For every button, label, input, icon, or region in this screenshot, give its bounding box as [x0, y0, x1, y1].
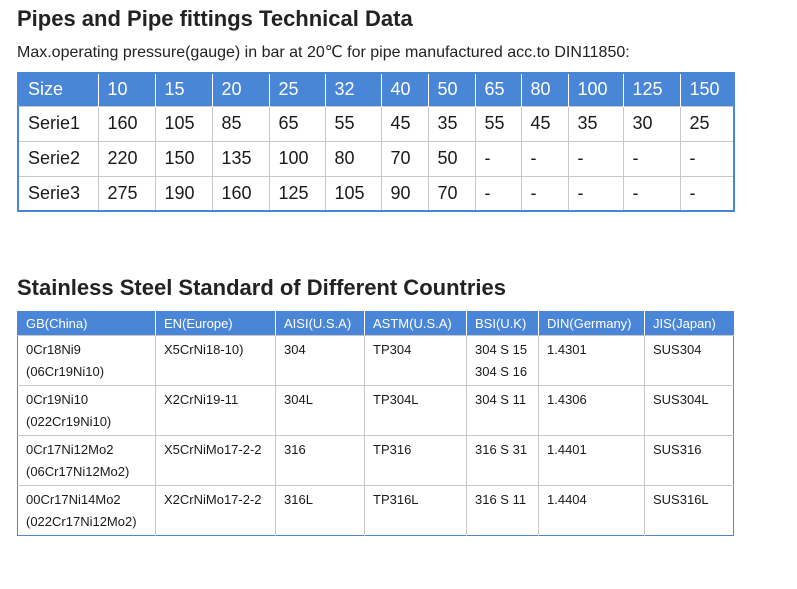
table-cell — [276, 436, 365, 486]
header-astm-usa: ASTM(U.S.A) — [365, 312, 467, 336]
table-cell — [365, 436, 467, 486]
table-cell: - — [475, 176, 521, 211]
cell-line: 1.4306 — [547, 392, 587, 407]
cell-line: X2CrNiMo17-2-2 — [164, 492, 262, 507]
table-cell — [365, 486, 467, 536]
cell-line: SUS316L — [653, 492, 709, 507]
cell-line: 304 S 11 — [475, 392, 527, 407]
table-cell: 220 — [98, 141, 155, 176]
table-cell: 105 — [325, 176, 381, 211]
table-cell — [276, 486, 365, 536]
header-cell: 100 — [568, 73, 623, 106]
cell-line: 00Cr17Ni14Mo2 — [26, 492, 121, 507]
header-cell: 10 — [98, 73, 155, 106]
header-gb-china: GB(China) — [18, 312, 156, 336]
cell-line: 304 — [284, 342, 306, 357]
header-jis-japan: JIS(Japan) — [645, 312, 734, 336]
table-row — [18, 336, 734, 386]
cell-line: SUS304L — [653, 392, 709, 407]
table-row — [18, 106, 734, 141]
table-cell: 80 — [325, 141, 381, 176]
table-cell: 35 — [428, 106, 475, 141]
cell-line: TP316 — [373, 442, 412, 457]
cell-line: 304 S 16 — [475, 364, 528, 379]
table-row — [18, 436, 734, 486]
table-cell — [539, 436, 645, 486]
table-cell — [156, 486, 276, 536]
section-title: Stainless Steel Standard of Different Countries — [17, 275, 506, 300]
table-cell — [467, 386, 539, 436]
table-cell: 70 — [381, 141, 428, 176]
cell-line: TP304 — [373, 342, 412, 357]
table-cell: - — [680, 141, 734, 176]
header-din-germany: DIN(Germany) — [539, 312, 645, 336]
cell-line: TP316L — [373, 492, 419, 507]
cell-line: 1.4301 — [547, 342, 587, 357]
cell-line: X5CrNi18-10) — [164, 342, 244, 357]
header-cell: 150 — [680, 73, 734, 106]
table-cell: - — [568, 176, 623, 211]
row-label: Serie2 — [18, 141, 98, 176]
table-cell — [156, 386, 276, 436]
table-cell — [645, 486, 734, 536]
table-cell — [539, 336, 645, 386]
header-cell: 125 — [623, 73, 680, 106]
cell-line: TP304L — [373, 392, 419, 407]
table-cell: 135 — [212, 141, 269, 176]
table-cell — [365, 336, 467, 386]
row-label: Serie1 — [18, 106, 98, 141]
cell-line: (022Cr19Ni10) — [26, 414, 112, 429]
cell-line: 304L — [284, 392, 313, 407]
pressure-header-row — [18, 73, 734, 106]
table-cell: - — [521, 141, 568, 176]
cell-line: 316 S 31 — [475, 442, 528, 457]
table-cell — [276, 336, 365, 386]
cell-line: 1.4404 — [547, 492, 587, 507]
table-cell: - — [521, 176, 568, 211]
table-cell: - — [623, 176, 680, 211]
table-cell: 65 — [269, 106, 325, 141]
cell-line: 316 S 11 — [475, 492, 527, 507]
cell-line: 316L — [284, 492, 313, 507]
table-cell — [365, 386, 467, 436]
cell-line: SUS316 — [653, 442, 702, 457]
table-cell — [645, 386, 734, 436]
header-cell: 50 — [428, 73, 475, 106]
table-cell — [539, 386, 645, 436]
row-label: Serie3 — [18, 176, 98, 211]
cell-line: (06Cr19Ni10) — [26, 364, 105, 379]
table-cell: 85 — [212, 106, 269, 141]
table-cell: - — [623, 141, 680, 176]
table-cell — [467, 486, 539, 536]
standards-header-row — [18, 312, 734, 336]
cell-line: (06Cr17Ni12Mo2) — [26, 464, 130, 479]
cell-line: X2CrNi19-11 — [164, 392, 239, 407]
header-cell: 32 — [325, 73, 381, 106]
table-cell: 125 — [269, 176, 325, 211]
table-cell: 25 — [680, 106, 734, 141]
table-cell: 90 — [381, 176, 428, 211]
cell-line: 0Cr17Ni12Mo2 — [26, 442, 114, 457]
table-cell: 30 — [623, 106, 680, 141]
table-cell: - — [475, 141, 521, 176]
cell-line: 1.4401 — [547, 442, 587, 457]
cell-line: 0Cr19Ni10 — [26, 392, 89, 407]
header-en-europe: EN(Europe) — [156, 312, 276, 336]
page-title: Pipes and Pipe fittings Technical Data — [17, 6, 413, 31]
table-cell: 150 — [155, 141, 212, 176]
header-cell: 40 — [381, 73, 428, 106]
table-cell: 275 — [98, 176, 155, 211]
table-row — [18, 386, 734, 436]
cell-line: 316 — [284, 442, 306, 457]
header-cell: 25 — [269, 73, 325, 106]
table-cell — [645, 436, 734, 486]
table-cell — [18, 436, 156, 486]
table-row — [18, 141, 734, 176]
table-row — [18, 486, 734, 536]
table-cell — [18, 336, 156, 386]
table-cell — [467, 336, 539, 386]
cell-line: SUS304 — [653, 342, 702, 357]
pressure-table — [17, 72, 735, 212]
header-cell: 65 — [475, 73, 521, 106]
pressure-subtitle: Max.operating pressure(gauge) in bar at 20℃ for pipe manufactured acc.to DIN11850: — [17, 44, 630, 61]
header-aisi-usa: AISI(U.S.A) — [276, 312, 365, 336]
table-cell — [156, 336, 276, 386]
table-cell: - — [568, 141, 623, 176]
table-cell: 105 — [155, 106, 212, 141]
header-cell: 15 — [155, 73, 212, 106]
table-cell: 100 — [269, 141, 325, 176]
table-cell: 45 — [381, 106, 428, 141]
cell-line: 304 S 15 — [475, 342, 528, 357]
table-cell — [645, 336, 734, 386]
table-cell: 35 — [568, 106, 623, 141]
table-cell: 70 — [428, 176, 475, 211]
cell-line: (022Cr17Ni12Mo2) — [26, 514, 137, 529]
steel-standards-table — [17, 311, 734, 536]
table-cell: 160 — [98, 106, 155, 141]
table-cell — [539, 486, 645, 536]
table-cell — [18, 486, 156, 536]
table-cell — [18, 386, 156, 436]
header-cell: 20 — [212, 73, 269, 106]
table-cell: 50 — [428, 141, 475, 176]
header-size: Size — [18, 73, 98, 106]
table-cell: 45 — [521, 106, 568, 141]
table-cell: 55 — [475, 106, 521, 141]
cell-line: 0Cr18Ni9 — [26, 342, 81, 357]
table-cell: 190 — [155, 176, 212, 211]
table-cell — [467, 436, 539, 486]
table-row — [18, 176, 734, 211]
header-cell: 80 — [521, 73, 568, 106]
table-cell: 55 — [325, 106, 381, 141]
cell-line: X5CrNiMo17-2-2 — [164, 442, 262, 457]
table-cell: - — [680, 176, 734, 211]
table-cell — [156, 436, 276, 486]
header-bsi-uk: BSI(U.K) — [467, 312, 539, 336]
table-cell: 160 — [212, 176, 269, 211]
table-cell — [276, 386, 365, 436]
